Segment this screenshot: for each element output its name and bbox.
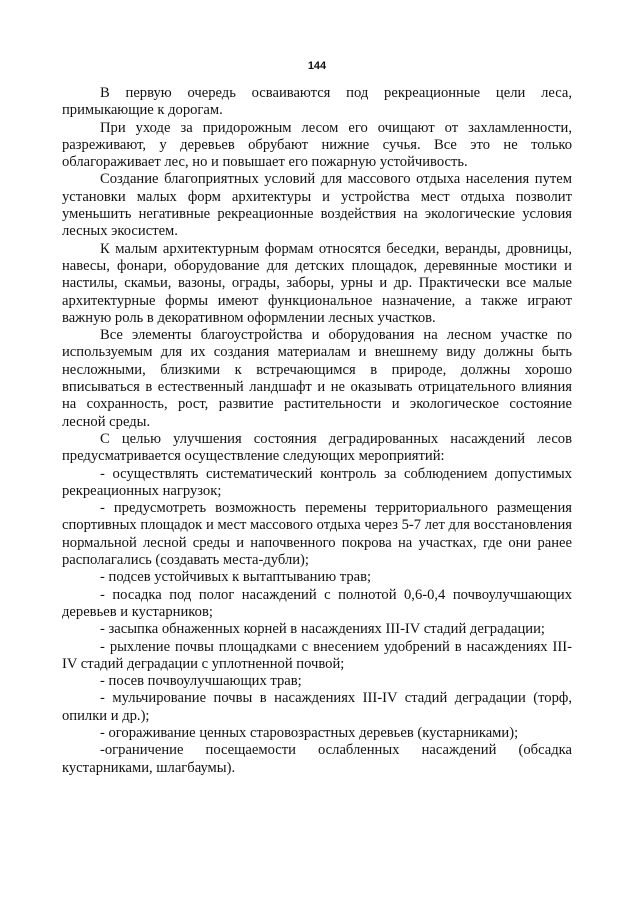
- page-number: 144: [307, 60, 327, 72]
- list-item-visit-restriction: -ограничение посещаемости ослабленных насаждений (обсадка кустарниками, шлагбаумы).: [62, 742, 572, 776]
- paragraph-roadside-forests: В первую очередь осваиваются под рекреационные цели леса, примыкающие к дорогам.: [62, 85, 572, 119]
- paragraph-roadside-care: При уходе за придорожным лесом его очищают от захламленности, разреживают, у деревьев обрубают нижние сучья. Все это не только облагораживает лес, но и повышает его пожарную устойчивость.: [62, 119, 572, 171]
- paragraph-recreation-conditions: Создание благоприятных условий для массового отдыха населения путем установки малых форм архитектуры и устройства мест отдыха позволит уменьшить негативные рекреационные воздействия на экологические условия лесных экосистем.: [62, 171, 572, 240]
- list-item-underplanting: - посадка под полог насаждений с полнотой 0,6-0,4 почвоулучшающих деревьев и кустарников;: [62, 586, 572, 620]
- list-item-fencing-trees: - огораживание ценных старовозрастных деревьев (кустарниками);: [100, 724, 519, 741]
- list-item-mulching: - мульчирование почвы в насаждениях III-IV стадий деградации (торф, опилки и др.);: [62, 690, 572, 724]
- list-item-relocation: - предусмотреть возможность перемены территориального размещения спортивных площадок и мест массового отдыха через 5-7 лет для восстановления нормальной лесной среды и напочвенного покрова на участках, где они ранее располагались (создавать места-дубли);: [62, 500, 572, 569]
- paragraph-improvement-elements: Все элементы благоустройства и оборудования на лесном участке по используемым для их создания материалам и внешнему виду должны быть несложными, близкими к встречающимся в природе, должны хорошо вписываться в естественный ландшафт и не оказывать отрицательного влияния на сохранность, рост, развитие растительности и экологическое состояние лесной среды.: [62, 327, 572, 430]
- list-item-root-covering: - засыпка обнаженных корней в насаждениях III-IV стадий деградации;: [100, 621, 545, 638]
- list-item-grass-sowing: - подсев устойчивых к вытаптыванию трав;: [100, 569, 372, 586]
- list-item-soil-loosening: - рыхление почвы площадками с внесением удобрений в насаждениях III-IV стадий деградации с уплотненной почвой;: [62, 638, 572, 672]
- paragraph-small-architectural-forms: К малым архитектурным формам относятся беседки, веранды, дровницы, навесы, фонари, оборудование для детских площадок, деревянные мостики и настилы, скамьи, вазоны, ограды, заборы, урны и др. Практически все малые архитектурные формы имеют функциональное назначение, а также играют важную роль в декоративном оформлении лесных участков.: [62, 240, 572, 326]
- paragraph-measures-intro: С целью улучшения состояния деградированных насаждений лесов предусматривается осуществление следующих мероприятий:: [62, 430, 572, 465]
- body-text: [62, 85, 572, 777]
- list-item-load-control: - осуществлять систематический контроль за соблюдением допустимых рекреационных нагрузок;: [62, 465, 572, 499]
- list-item-soil-improving-grasses: - посев почвоулучшающих трав;: [100, 673, 302, 690]
